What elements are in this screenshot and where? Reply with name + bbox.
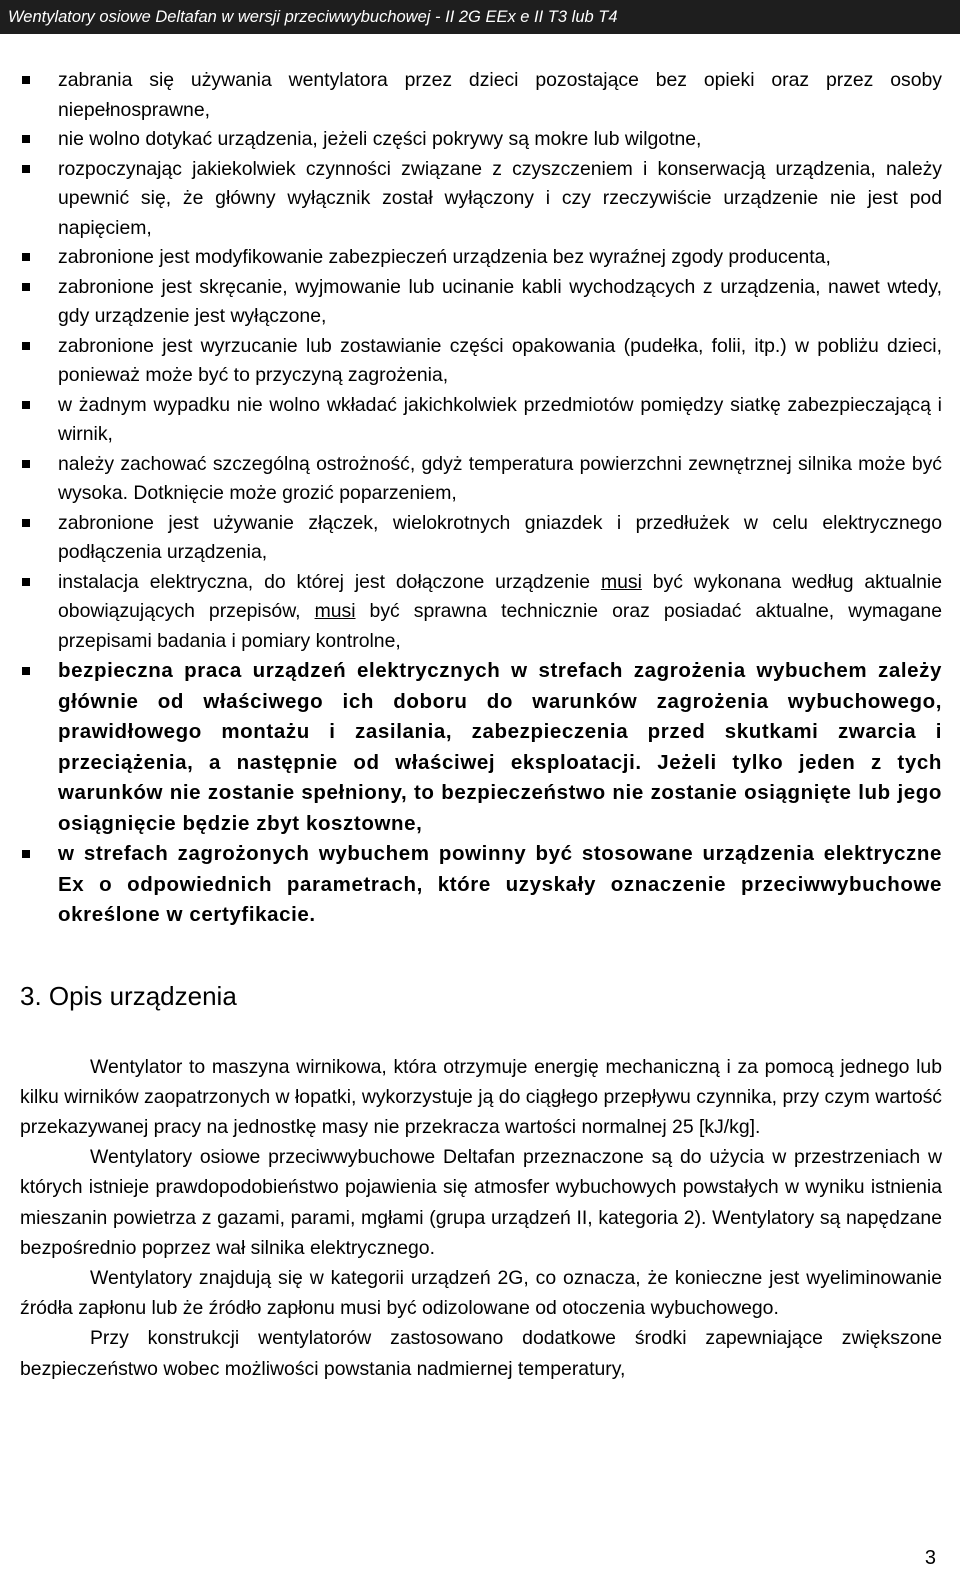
body-paragraph: Wentylator to maszyna wirnikowa, która otrzymuje energię mechaniczną i za pomocą jednego lub kilku wirników zaopatrzonych w łopatki, wykorzystuje ją do ciągłego przepływu czynnika, przy czym wartość przekazywanej pracy na jednostkę masy nie przekracza wartości normalnej 25 [kJ/kg].: [20, 1055, 942, 1138]
square-bullet-icon: [22, 667, 30, 675]
square-bullet-icon: [22, 135, 30, 143]
square-bullet-icon: [22, 519, 30, 527]
list-item: zabronione jest używanie złączek, wielokrotnych gniazdek i przedłużek w celu elektrycznego podłączenia urządzenia,: [20, 509, 942, 568]
document-header: [0, 0, 960, 34]
underlined-emphasis: musi: [600, 570, 642, 593]
list-item: należy zachować szczególną ostrożność, gdyż temperatura powierzchni zewnętrznej silnika może być wysoka. Dotknięcie może grozić poparzeniem,: [20, 450, 942, 509]
square-bullet-icon: [22, 342, 30, 350]
document-header-title: Wentylatory osiowe Deltafan w wersji przeciwwybuchowej - II 2G EEx e II T3 lub T4: [8, 8, 618, 26]
square-bullet-icon: [22, 578, 30, 586]
square-bullet-icon: [22, 283, 30, 291]
page-number: 3: [924, 1547, 936, 1569]
list-item: zabrania się używania wentylatora przez dzieci pozostające bez opieki oraz przez osoby niepełnosprawne,: [20, 66, 942, 125]
square-bullet-icon: [22, 165, 30, 173]
list-item: w strefach zagrożonych wybuchem powinny być stosowane urządzenia elektryczne Ex o odpowiednich parametrach, które uzyskały oznaczenie przeciwwybuchowe określone w certyfikacie.: [20, 839, 942, 931]
safety-rules-list: [20, 66, 942, 931]
square-bullet-icon: [22, 850, 30, 858]
square-bullet-icon: [22, 253, 30, 261]
list-item: w żadnym wypadku nie wolno wkładać jakichkolwiek przedmiotów pomiędzy siatkę zabezpieczającą i wirnik,: [20, 391, 942, 450]
underlined-emphasis: musi: [314, 600, 356, 622]
list-item: nie wolno dotykać urządzenia, jeżeli części pokrywy są mokre lub wilgotne,: [20, 125, 942, 155]
body-paragraph: Wentylatory osiowe przeciwwybuchowe Deltafan przeznaczone są do użycia w przestrzeniach w których istnieje prawdopodobieństwo pojawienia się atmosfer wybuchowych powstałych w wyniku istnienia mieszanin powietrza z gazami, parami, mgłami (grupa urządzeń II, kategoria 2). Wentylatory są napędzane bezpośrednio poprzez wał silnika elektrycznego.: [20, 1146, 942, 1259]
list-item: instalacja elektryczna, do której jest dołączone urządzenie musi być wykonana według aktualnie obowiązujących przepisów, musi być sprawna technicznie oraz posiadać aktualne, wymagane przepisami badania i pomiary kontrolne,: [20, 568, 942, 657]
square-bullet-icon: [22, 76, 30, 84]
list-item: zabronione jest skręcanie, wyjmowanie lub ucinanie kabli wychodzących z urządzenia, nawet wtedy, gdy urządzenie jest wyłączone,: [20, 273, 942, 332]
list-item: bezpieczna praca urządzeń elektrycznych w strefach zagrożenia wybuchem zależy głównie od właściwego ich doboru do warunków zagrożenia wybuchowego, prawidłowego montażu i zasilania, zabezpieczenia przed skutkami zwarcia i przeciążenia, a następnie od właściwej eksploatacji. Jeżeli tylko jeden z tych warunków nie zostanie spełniony, to bezpieczeństwo nie zostanie osiągnięte lub jego osiągnięcie będzie zbyt kosztowne,: [20, 656, 942, 839]
list-item: zabronione jest modyfikowanie zabezpieczeń urządzenia bez wyraźnej zgody producenta,: [20, 243, 942, 273]
list-item: zabronione jest wyrzucanie lub zostawianie części opakowania (pudełka, folii, itp.) w pobliżu dzieci, ponieważ może być to przyczyną zagrożenia,: [20, 332, 942, 391]
square-bullet-icon: [22, 401, 30, 409]
body-paragraph: Przy konstrukcji wentylatorów zastosowano dodatkowe środki zapewniające zwiększone bezpieczeństwo wobec możliwości powstania nadmiernej temperatury,: [20, 1327, 942, 1380]
square-bullet-icon: [22, 460, 30, 468]
section-heading: 3. Opis urządzenia: [20, 980, 237, 1011]
list-item: rozpoczynając jakiekolwiek czynności związane z czyszczeniem i konserwacją urządzenia, należy upewnić się, że główny wyłącznik został wyłączony i czy rzeczywiście urządzenie nie jest pod napięciem,: [20, 155, 942, 244]
page-content: [20, 66, 942, 1384]
body-paragraph: Wentylatory znajdują się w kategorii urządzeń 2G, co oznacza, że konieczne jest wyeliminowanie źródła zapłonu lub że źródło zapłonu musi być odizolowane od otoczenia wybuchowego.: [20, 1266, 942, 1320]
